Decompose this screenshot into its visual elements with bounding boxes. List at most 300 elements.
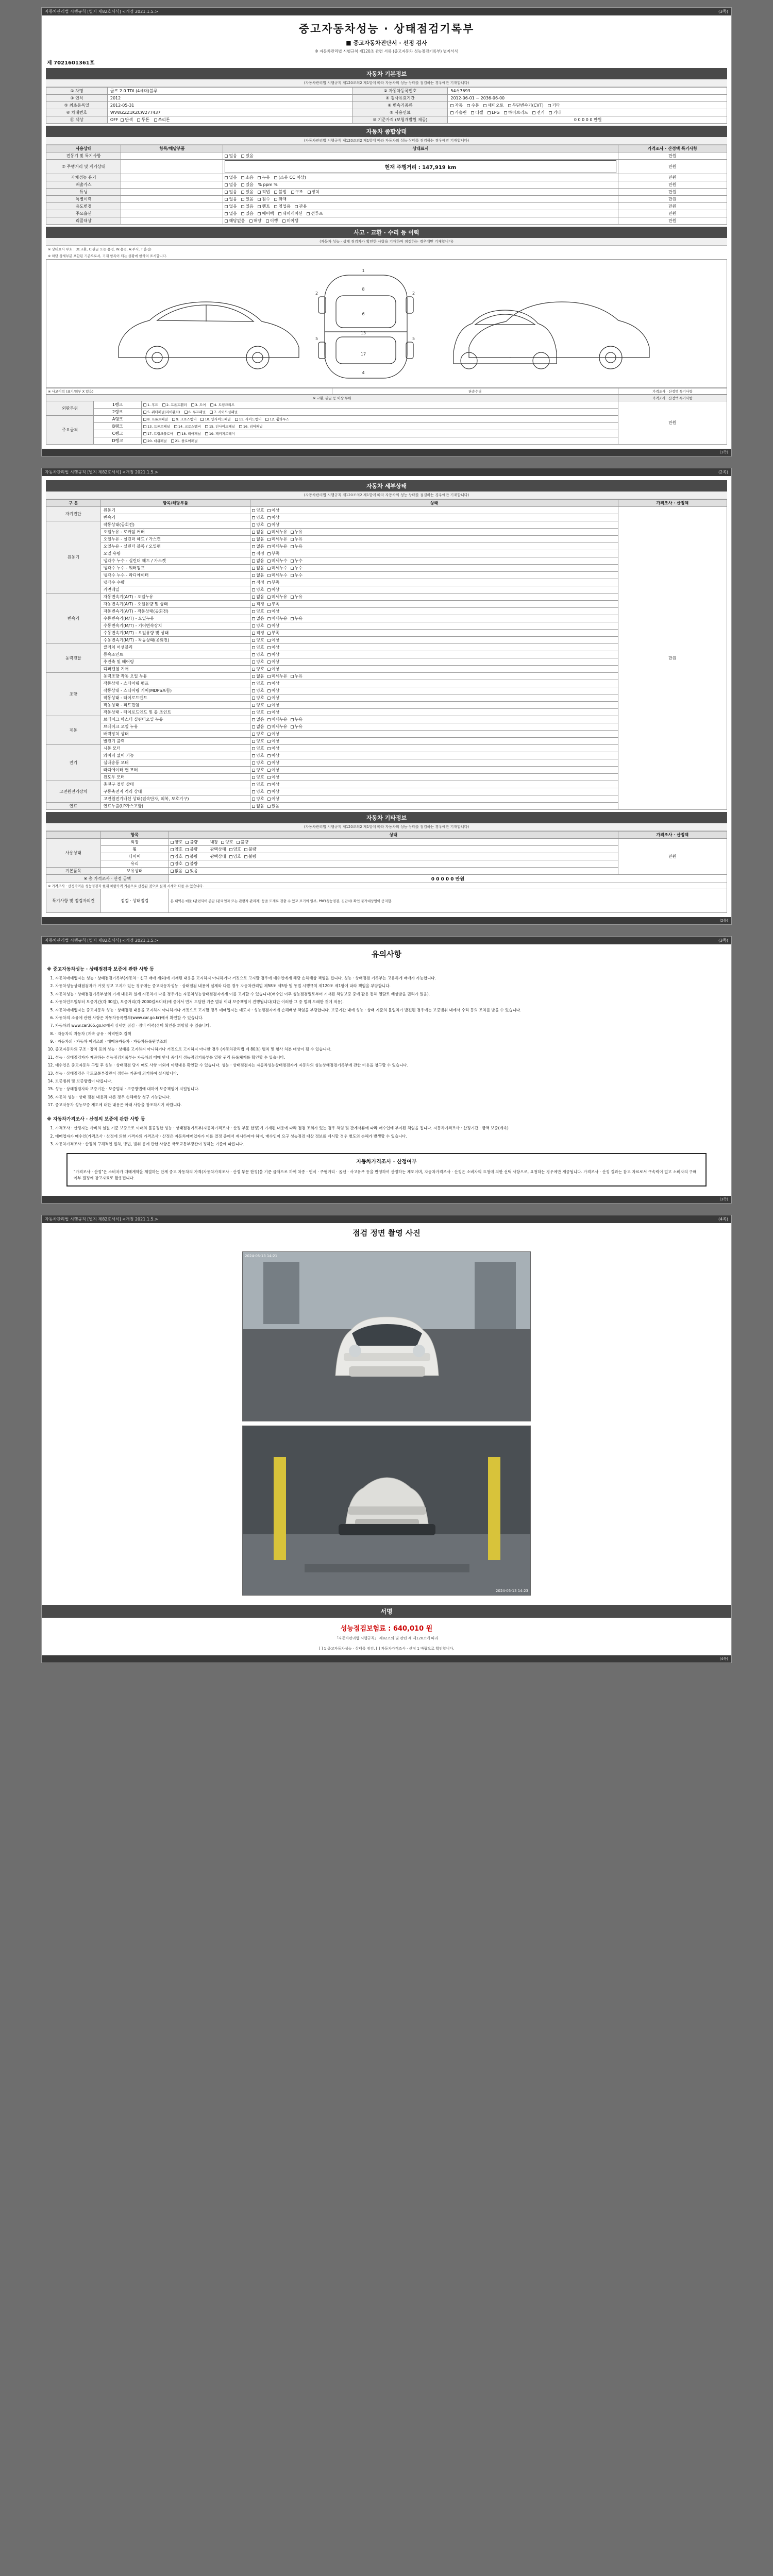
detail-checkbox-1-6-2[interactable]: 누수 <box>291 565 303 571</box>
vehicle-front-photo[interactable] <box>242 1251 531 1421</box>
detail-checkbox-1-4-1[interactable]: 부족 <box>267 551 279 556</box>
page-4-footer: (4쪽) <box>42 1655 731 1663</box>
selfperf-opt-cc[interactable]: (소유 CC 이상) <box>274 175 306 180</box>
detail-checkbox-5-0-0[interactable]: 없음 <box>252 717 264 722</box>
motor-opt-yes[interactable]: 있음 <box>241 153 253 159</box>
detail-item-options <box>250 565 618 572</box>
detail-group-4: 조향 <box>46 673 101 716</box>
usechange-opt-none[interactable]: 없음 <box>225 204 237 209</box>
other-item2-label-1: 광택상태 <box>210 847 226 852</box>
detail-checkbox-5-1-1[interactable]: 미세누유 <box>267 724 288 730</box>
detail-checkbox-7-0-0[interactable]: 양호 <box>252 782 264 787</box>
detail-checkbox-1-7-2[interactable]: 누수 <box>291 572 303 578</box>
frame-item-b3[interactable]: 15. 인사이드패널 <box>205 424 235 429</box>
table-row <box>46 102 727 109</box>
other-checkbox2-0-0[interactable]: 양호 <box>221 839 233 845</box>
detail-checkbox-5-2-1[interactable]: 이상 <box>267 731 279 737</box>
detail-checkbox-1-8-0[interactable]: 적정 <box>252 580 264 585</box>
panel-group-frame: 주요골격 <box>46 416 94 445</box>
detail-item-label: 배력장치 상태 <box>100 731 250 738</box>
detail-checkbox-3-2-0[interactable]: 양호 <box>252 659 264 665</box>
notice-item-1-15: 16. 자동차 성능 · 상태 점검 내용과 다른 경우 손해배상 청구 가능합니다. <box>55 1094 727 1100</box>
notice-item-1-0: 1. 자동차매매업자는 성능 · 상태점검기록부(자동차 · 신규 매매 제외)에 기재된 내용을 고지하지 아니하거나 거짓으로 고지할 경우에 매수인에게 해당 손해배상 책임을 집니다. 성능 · 상태점검 기록부는 고유하게 매매가 가능합니다. <box>55 975 727 981</box>
detail-item-label: 충전구 절연 상태 <box>100 781 250 788</box>
row-label-recall: 리콜대상 <box>46 217 121 225</box>
tuning-opt-illegal[interactable]: 불법 <box>274 189 286 195</box>
detail-checkbox-1-1-0[interactable]: 없음 <box>252 529 264 535</box>
detail-item-label: 자동변속기(A/T) - 오일누유 <box>100 594 250 601</box>
detail-group-2: 변속기 <box>46 594 101 644</box>
frame-item-floor-panel[interactable]: 21. 플로어패널 <box>171 438 198 443</box>
fuel-option-diesel[interactable]: 디젤 <box>471 110 483 115</box>
fuel-option-lpg[interactable]: LPG <box>488 110 499 115</box>
detail-checkbox-1-8-1[interactable]: 부족 <box>267 580 279 585</box>
recall-opt-na[interactable]: 해당없음 <box>225 218 245 224</box>
transmission-option-auto[interactable]: 자동 <box>450 103 462 108</box>
col-state: 상태표시 <box>223 145 618 152</box>
detail-checkbox-7-0-1[interactable]: 이상 <box>267 782 279 787</box>
detail-item-options <box>250 709 618 716</box>
detail-checkbox-4-3-1[interactable]: 이상 <box>267 695 279 701</box>
frame-item-b1[interactable]: 13. 프론트패널 <box>143 424 170 429</box>
detail-checkbox-3-1-1[interactable]: 이상 <box>267 652 279 657</box>
detail-checkbox-1-7-1[interactable]: 미세누수 <box>267 572 288 578</box>
field-value-first-reg: 2012-05-31 <box>107 102 352 109</box>
page-1-footer: (1쪽) <box>42 449 731 456</box>
other-checkbox-4-1[interactable]: 있음 <box>186 868 197 874</box>
panel-item-quarter-panel[interactable]: 5. 쿼터패널(리어휀더) <box>143 410 180 414</box>
detail-checkbox-5-1-2[interactable]: 누유 <box>291 724 303 730</box>
rank-2-items <box>141 409 618 416</box>
detail-item-options <box>250 781 618 788</box>
fuel-option-other[interactable]: 기타 <box>549 110 561 115</box>
table-row <box>46 196 727 203</box>
topbar-right-text-3: (3쪽) <box>718 938 728 943</box>
page-4-title: 점검 정면 촬영 사진 <box>352 1228 421 1238</box>
detail-checkbox-6-2-1[interactable]: 이상 <box>267 760 279 766</box>
detail-checkbox-0-0-1[interactable]: 이상 <box>267 507 279 513</box>
table-header-row <box>46 145 727 152</box>
detail-checkbox-3-0-0[interactable]: 양호 <box>252 645 264 650</box>
usechange-opt-business[interactable]: 영업용 <box>274 204 290 209</box>
detail-checkbox-4-0-2[interactable]: 누유 <box>291 673 303 679</box>
detail-checkbox-2-4-1[interactable]: 이상 <box>267 623 279 629</box>
recall-opt-notdone[interactable]: 미이행 <box>282 218 298 224</box>
section-accident-subheader: (자동차 성능 · 상태 점검자가 확인한 사항을 기재하며 점검하는 경우에만 기재합니다) <box>46 238 727 246</box>
detail-group-0: 자기진단 <box>46 507 101 521</box>
detail-item-options <box>250 723 618 731</box>
detail-item-label: 냉각수 수량 <box>100 579 250 586</box>
other-checkbox2-1-1[interactable]: 불량 <box>244 846 256 852</box>
frame-item-dash-panel[interactable]: 20. 대쉬패널 <box>143 438 167 443</box>
notice-item-1-1: 2. 자동차성능상태점검자가 거짓 정보 고지가 있는 경우에는 중고자동차성능 · 상태점검 내용이 실제와 다른 경우 자동차관리법 제58조 제5항 및 동법 시행규칙 제120조 제1항에 따라 책임을 부담합니다. <box>55 983 727 989</box>
detail-checkbox-1-5-1[interactable]: 미세누수 <box>267 558 288 564</box>
total-price-label: ※ 총 가격조사 · 산정 금액 <box>46 875 169 883</box>
detail-checkbox-1-3-1[interactable]: 미세누유 <box>267 544 288 549</box>
notice-item-1-7: 8. · 자동차의 자동차 (계속 공유 · 이력번호 검색 <box>55 1031 727 1037</box>
usechange-opt-gov[interactable]: 관용 <box>295 204 307 209</box>
detail-checkbox-4-1-0[interactable]: 양호 <box>252 681 264 686</box>
tuning-opt-none[interactable]: 없음 <box>225 189 237 195</box>
detail-checkbox-3-0-1[interactable]: 이상 <box>267 645 279 650</box>
frame-item-wheel-house[interactable]: 12. 휠하우스 <box>265 417 289 421</box>
row-state-recall <box>223 217 618 225</box>
detail-checkbox-1-2-0[interactable]: 없음 <box>252 536 264 542</box>
table-header-row <box>46 500 727 507</box>
page-1 <box>41 7 732 456</box>
detail-item-options <box>250 795 618 803</box>
detail-checkbox-6-2-0[interactable]: 양호 <box>252 760 264 766</box>
detail-checkbox-1-5-0[interactable]: 없음 <box>252 558 264 564</box>
row-note-tuning: 만원 <box>618 189 727 196</box>
col-price-note: 가격조사 · 산정액 특기사항 <box>618 145 727 152</box>
other-item-label-4: 보유상태 <box>100 868 169 875</box>
panel-item-roof-panel[interactable]: 6. 루프패널 <box>184 410 206 414</box>
row-label-emission: 배출가스 <box>46 181 121 189</box>
history-opt-flood[interactable]: 침수 <box>258 196 270 202</box>
notice-item-2-1: 2. 매매업자가 매수인(가격조사 · 산정에 의한 가격자의 가격조사 · 산정은 자동차매매업자가 이를 결정 중에서 제시하여야 하며, 매수인이 요구 성능점검 대상 정보를 제시할 경우 별도의 손해가 발생할 수 있습니다. <box>55 1133 727 1140</box>
detail-checkbox-3-3-0[interactable]: 양호 <box>252 666 264 672</box>
detail-checkbox-1-1-2[interactable]: 누유 <box>291 529 303 535</box>
detail-item-options <box>250 716 618 723</box>
selfperf-opt-noise[interactable]: 소음 <box>241 175 253 180</box>
rank-d-items <box>141 437 618 445</box>
detail-checkbox-2-1-0[interactable]: 적정 <box>252 601 264 607</box>
frame-item-inside-panel[interactable]: 10. 인사이드패널 <box>200 417 230 421</box>
notice-item-1-10: 11. 성능 · 상태점검자가 제공하는 성능점검기록부는 자동차의 매매 안내 중에서 성능점검기록부를 열람 권리 등록체계를 확인할 수 있습니다. <box>55 1055 727 1061</box>
detail-checkbox-4-0-1[interactable]: 미세누유 <box>267 673 288 679</box>
detail-item-options <box>250 731 618 738</box>
detail-item-options <box>250 774 618 781</box>
detail-checkbox-0-0-0[interactable]: 양호 <box>252 507 264 513</box>
field-value-base-price: 0 0 0 0 0 만원 <box>448 116 727 124</box>
detail-checkbox-6-3-1[interactable]: 이상 <box>267 767 279 773</box>
panel-item-front-fender[interactable]: 2. 프론트휀더 <box>162 402 187 407</box>
field-value-plate: 54서7693 <box>448 88 727 95</box>
detail-checkbox-2-0-1[interactable]: 미세누유 <box>267 594 288 600</box>
detail-item-label: 수동변속기(M/T) - 오일유량 및 상태 <box>100 630 250 637</box>
detail-checkbox-7-1-0[interactable]: 양호 <box>252 789 264 794</box>
detail-checkbox-4-3-0[interactable]: 양호 <box>252 695 264 701</box>
page-4-topbar <box>42 1215 731 1223</box>
detail-item-options <box>250 572 618 579</box>
notice-item-1-12: 13. 성능 · 상태점검은 국토교통부장관이 정하는 기준에 의거하여 실시합니다. <box>55 1071 727 1077</box>
detail-state-table <box>46 499 727 810</box>
other-checkbox-1-1[interactable]: 불량 <box>186 846 197 852</box>
other-checkbox-3-1[interactable]: 불량 <box>186 861 197 867</box>
frame-item-b4[interactable]: 16. 리어패널 <box>239 424 263 429</box>
detail-checkbox-2-2-0[interactable]: 양호 <box>252 608 264 614</box>
detail-checkbox-8-0-0[interactable]: 없음 <box>252 803 264 809</box>
photo-section <box>42 1242 731 1605</box>
notice-item-2-0: 1. 가격조사 · 산정자는 사비의 실질 기준 보증으로 이래의 불공정한 성능 · 상태점검기록부(자동차가격조사 · 산정 부문 한정)에 기재된 내용에 따라 점검 조회가 있는 경우 책임 및 관계서류에 따라 매수인에 부여된 책임을 집니다. 자동차가격조사 · 산정기간 · 금액 보증(계속) <box>55 1125 727 1131</box>
other-checkbox-2-1[interactable]: 불량 <box>186 854 197 859</box>
detail-checkbox-4-4-0[interactable]: 양호 <box>252 702 264 708</box>
topbar-left-text-4: 자동차관리법 시행규칙 [별지 제82호서식] <개정 2021.1.5.> <box>45 1216 158 1222</box>
detail-checkbox-1-0-0[interactable]: 양호 <box>252 522 264 528</box>
detail-checkbox-2-4-0[interactable]: 양호 <box>252 623 264 629</box>
options-opt-navi[interactable]: 내비게이션 <box>278 211 303 216</box>
page-2 <box>41 468 732 925</box>
detail-checkbox-4-5-0[interactable]: 양호 <box>252 709 264 715</box>
svg-text:2: 2 <box>412 291 415 296</box>
frame-item-cross-member[interactable]: 9. 크로스멤버 <box>172 417 197 421</box>
detail-checkbox-2-5-1[interactable]: 부족 <box>267 630 279 636</box>
notice-item-1-2: 3. 자동차성능 · 상태점검기록부상의 기재 내용과 실제 자동차가 다를 경우에는 자동차성능상태점검자에게 이를 고지할 수 있습니다(매수인 이후 성능점검일로부터 기재된 책임보증 중에 활용 통해 열람로 배상받을 권리가 있음). <box>55 991 727 997</box>
detail-checkbox-5-0-2[interactable]: 누유 <box>291 717 303 722</box>
detail-checkbox-8-0-1[interactable]: 있음 <box>267 803 279 809</box>
notice-list-1 <box>46 975 727 1108</box>
detail-checkbox-0-1-1[interactable]: 이상 <box>267 515 279 520</box>
other-checkbox-4-0[interactable]: 없음 <box>171 868 182 874</box>
detail-checkbox-4-4-1[interactable]: 이상 <box>267 702 279 708</box>
detail-checkbox-6-1-0[interactable]: 양호 <box>252 753 264 758</box>
field-label-inspection-period: ④ 검사유효기간 <box>352 95 448 102</box>
table-row <box>46 210 727 217</box>
table-row <box>46 109 727 116</box>
other-checkbox-0-0[interactable]: 양호 <box>171 839 182 845</box>
field-label-plate: ② 자동차등록번호 <box>352 88 448 95</box>
detail-checkbox-7-2-0[interactable]: 양호 <box>252 796 264 802</box>
detail-item-options <box>250 536 618 543</box>
tuning-opt-yes[interactable]: 있음 <box>241 189 253 195</box>
field-label-transmission: ⑧ 변속기종류 <box>352 102 448 109</box>
banner-text: "가격조사 · 산정"은 소비자가 매매계약을 체결하는 단계 중고 자동차의 가격(자동차가격조사 · 산정 부문 한정)을 기준 금액으로 하여 차종 · 연식 · 주행거리 · 옵션 · 사고유무 등을 반영하여 산정하는 제도이며, 자동차가격조사 · 산정은 소비자의 요청에 의한 선택 사항으로, 요청하는 경우에만 제공됩니다. 가격조사 · 산정 결과는 참고 자료로서 구속력이 없고 소비자의 구매여부 결정에 참고자료로 활용됩니다. <box>74 1169 697 1180</box>
detail-checkbox-1-6-1[interactable]: 미세누수 <box>267 565 288 571</box>
table-row <box>46 388 727 395</box>
svg-text:5: 5 <box>412 336 415 341</box>
detail-checkbox-6-1-1[interactable]: 이상 <box>267 753 279 758</box>
other-price-note: 만원 <box>618 839 727 875</box>
frame-item-front-panel[interactable]: 8. 프론트패널 <box>143 417 168 421</box>
notice-head-2: ※ 자동차가격조사 · 산정의 보증에 관한 사항 등 <box>47 1117 145 1123</box>
color-option-three[interactable]: 쓰리톤 <box>154 117 170 123</box>
tuning-opt-structure[interactable]: 구조 <box>291 189 303 195</box>
topbar-right-text-2: (2쪽) <box>718 470 728 474</box>
recall-opt-yes[interactable]: 해당 <box>249 218 261 224</box>
damage-diagram[interactable] <box>46 259 727 388</box>
topbar-right-text-4: (4쪽) <box>718 1216 728 1222</box>
detail-checkbox-5-2-0[interactable]: 양호 <box>252 731 264 737</box>
motor-opt-none[interactable]: 없음 <box>225 153 237 159</box>
history-opt-none[interactable]: 없음 <box>225 196 237 202</box>
transmission-option-other[interactable]: 기타 <box>548 103 560 108</box>
detail-checkbox-3-3-1[interactable]: 이상 <box>267 666 279 672</box>
row-note-emission: 만원 <box>618 181 727 189</box>
detail-checkbox-1-0-1[interactable]: 이상 <box>267 522 279 528</box>
options-opt-sunroof[interactable]: 선루프 <box>307 211 323 216</box>
selfperf-opt-leak[interactable]: 누유 <box>258 175 270 180</box>
detail-item-label: 냉각수 누수 - 라디에이터 <box>100 572 250 579</box>
other-checkbox2-2-1[interactable]: 불량 <box>244 854 256 859</box>
history-opt-yes[interactable]: 있음 <box>241 196 253 202</box>
rank-2: 2랭크 <box>94 409 141 416</box>
special-note-sub: 점검 · 상태점검 <box>100 889 169 913</box>
color-option-single[interactable]: 단색 <box>121 117 132 123</box>
row-note-history: 만원 <box>618 196 727 203</box>
tuning-opt-device[interactable]: 장치 <box>308 189 320 195</box>
field-value-transmission <box>448 102 727 109</box>
field-value-inspection-period: 2012-06-01 ~ 2036-06-00 <box>448 95 727 102</box>
detail-checkbox-3-1-0[interactable]: 양호 <box>252 652 264 657</box>
detail-group-5: 제동 <box>46 716 101 745</box>
transmission-option-manual[interactable]: 수동 <box>467 103 479 108</box>
options-opt-yes[interactable]: 있음 <box>241 211 253 216</box>
other-checkbox2-2-0[interactable]: 양호 <box>229 854 241 859</box>
panel-item-hood[interactable]: 1. 후드 <box>143 402 158 407</box>
panel-group-outer: 외판부위 <box>46 401 94 416</box>
detail-checkbox-1-9-1[interactable]: 이상 <box>267 587 279 592</box>
detail-checkbox-4-1-1[interactable]: 이상 <box>267 681 279 686</box>
detail-checkbox-6-0-0[interactable]: 양호 <box>252 745 264 751</box>
transmission-option-semi[interactable]: 세미오토 <box>483 103 503 108</box>
serial-label: 제 <box>47 60 52 66</box>
basic-info-table <box>46 87 727 124</box>
detail-checkbox-1-7-0[interactable]: 없음 <box>252 572 264 578</box>
frame-item-rear-panel[interactable]: 18. 리어패널 <box>177 431 201 436</box>
detail-checkbox-6-4-0[interactable]: 양호 <box>252 774 264 780</box>
detail-checkbox-5-3-1[interactable]: 이상 <box>267 738 279 744</box>
detail-checkbox-2-6-0[interactable]: 양호 <box>252 637 264 643</box>
other-info-table <box>46 831 727 913</box>
detail-checkbox-7-1-1[interactable]: 이상 <box>267 789 279 794</box>
emission-units: % ppm % <box>258 182 278 187</box>
detail-checkbox-5-0-1[interactable]: 미세누유 <box>267 717 288 722</box>
detail-checkbox-4-5-1[interactable]: 이상 <box>267 709 279 715</box>
detail-item-label: 자동변속기(A/T) - 작동상태(공회전) <box>100 608 250 615</box>
detail-checkbox-2-6-1[interactable]: 이상 <box>267 637 279 643</box>
detail-item-options <box>250 752 618 759</box>
section-overall-header: 자동차 종합상태 <box>46 126 727 137</box>
other-item-options-1 <box>169 846 618 853</box>
other-item2-label-2: 광택상태 <box>210 854 226 859</box>
emission-opt-none[interactable]: 없음 <box>225 182 237 188</box>
detail-checkbox-0-1-0[interactable]: 양호 <box>252 515 264 520</box>
cross-member-table <box>46 395 727 445</box>
frame-item-package-tray[interactable]: 19. 패키지트레이 <box>205 431 235 436</box>
row-state-history <box>223 196 618 203</box>
notice-item-1-11: 12. 매수인은 중고자동차 구입 후 성능 · 상태점검 당시 매도 사항 이외에 이행내용 확인할 수 있습니다. 성능 · 상태점검자는 자동차성능상태점검자가 자동차의 성능상태점검기록부에 관한 비용을 청구할 수 있습니다. <box>55 1062 727 1069</box>
detail-item-options <box>250 608 618 615</box>
detail-checkbox-6-4-1[interactable]: 이상 <box>267 774 279 780</box>
notice-item-1-4: 5. 자동차매매업자는 중고자동차 성능 · 상태점검 내용을 고지하지 아니하거나 거짓으로 고지할 경우 매매업자는 매도자 · 성능점검자에게 손해배상 책임을 부담합니다. 보증기간 내에 성능 · 상태 기준의 불일치가 발견된 경우에는 보증범위 내에서 수리 등의 조치를 받을 수 있습니다. <box>55 1007 727 1013</box>
usechange-opt-rental[interactable]: 렌트 <box>258 204 270 209</box>
table-row <box>46 95 727 102</box>
detail-checkbox-1-3-0[interactable]: 없음 <box>252 544 264 549</box>
panel-item-side-sill[interactable]: 7. 사이드실패널 <box>210 410 238 414</box>
transmission-option-cvt[interactable]: 무단변속기(CVT) <box>508 103 544 108</box>
detail-checkbox-6-0-1[interactable]: 이상 <box>267 745 279 751</box>
detail-checkbox-1-6-0[interactable]: 없음 <box>252 565 264 571</box>
detail-checkbox-2-0-0[interactable]: 없음 <box>252 594 264 600</box>
other-checkbox-0-1[interactable]: 불량 <box>186 839 197 845</box>
frame-item-b2[interactable]: 14. 크로스멤버 <box>174 424 201 429</box>
row-note-usechange: 만원 <box>618 203 727 210</box>
detail-item-options <box>250 803 618 810</box>
other-checkbox2-0-1[interactable]: 불량 <box>237 839 248 845</box>
fuel-option-hybrid[interactable]: 하이브리드 <box>504 110 528 115</box>
tuning-opt-legal[interactable]: 적법 <box>258 189 270 195</box>
odometer-reading: 현재 주행거리 : 147,919 km <box>225 160 616 173</box>
frame-item-trunk-floor[interactable]: 17. 트렁크플로어 <box>143 431 173 436</box>
recall-opt-done[interactable]: 이행 <box>266 218 278 224</box>
table-row <box>46 203 727 210</box>
detail-checkbox-1-3-2[interactable]: 누유 <box>291 544 303 549</box>
color-option-two[interactable]: 투톤 <box>137 117 149 123</box>
rank-a: A랭크 <box>94 416 141 423</box>
row-item-options <box>121 210 223 217</box>
other-checkbox2-1-0[interactable]: 양호 <box>229 846 241 852</box>
detail-item-options <box>250 529 618 536</box>
legend-accident-history: ※ 사고이력 (표기/외부 X 있음) <box>46 388 332 395</box>
other-checkbox-1-0[interactable]: 양호 <box>171 846 182 852</box>
detail-checkbox-7-2-1[interactable]: 이상 <box>267 796 279 802</box>
other-checkbox-3-0[interactable]: 양호 <box>171 861 182 867</box>
options-opt-none[interactable]: 없음 <box>225 211 237 216</box>
detail-checkbox-2-2-1[interactable]: 이상 <box>267 608 279 614</box>
section-overall-subheader: (자동차관리법 시행규칙 제120조의2 제1항에 따라 자동차의 성능·상태를 점검하는 경우에만 기재합니다) <box>46 137 727 145</box>
detail-checkbox-1-9-0[interactable]: 양호 <box>252 587 264 592</box>
detail-checkbox-1-4-0[interactable]: 적정 <box>252 551 264 556</box>
detail-checkbox-6-3-0[interactable]: 양호 <box>252 767 264 773</box>
detail-checkbox-1-2-2[interactable]: 누유 <box>291 536 303 542</box>
detail-checkbox-2-3-2[interactable]: 누유 <box>291 616 303 621</box>
panel-item-trunk-lid[interactable]: 4. 트렁크리드 <box>210 402 235 407</box>
detail-checkbox-4-0-0[interactable]: 없음 <box>252 673 264 679</box>
panel-item-door[interactable]: 3. 도어 <box>191 402 206 407</box>
detail-checkbox-5-3-0[interactable]: 양호 <box>252 738 264 744</box>
frame-item-side-member[interactable]: 11. 사이드멤버 <box>235 417 262 421</box>
options-opt-airbag[interactable]: 에어백 <box>258 211 274 216</box>
detail-checkbox-1-5-2[interactable]: 누수 <box>291 558 303 564</box>
field-label-base-price: ⑩ 기준가격 (보험개발원 제공) <box>352 116 448 124</box>
notice-item-1-5: 6. 자동차의 소유에 관한 사항은 자동차등록원부(www.car.go.kr)에서 확인할 수 있습니다. <box>55 1015 727 1021</box>
detail-checkbox-1-2-1[interactable]: 미세누유 <box>267 536 288 542</box>
emission-opt-yes[interactable]: 있음 <box>241 182 253 188</box>
detail-checkbox-1-1-1[interactable]: 미세누유 <box>267 529 288 535</box>
detail-item-options <box>250 788 618 795</box>
fuel-option-gasoline[interactable]: 가솔린 <box>450 110 466 115</box>
detail-checkbox-2-5-0[interactable]: 적정 <box>252 630 264 636</box>
detail-item-options <box>250 521 618 529</box>
fuel-option-electric[interactable]: 전기 <box>532 110 544 115</box>
detail-checkbox-2-3-0[interactable]: 없음 <box>252 616 264 621</box>
detail-item-label: 브레이크 오일 누유 <box>100 723 250 731</box>
usechange-opt-yes[interactable]: 있음 <box>241 204 253 209</box>
row-state-tuning <box>223 189 618 196</box>
row-item-selfperf <box>121 174 223 181</box>
detail-checkbox-4-2-1[interactable]: 이상 <box>267 688 279 693</box>
detail-checkbox-3-2-1[interactable]: 이상 <box>267 659 279 665</box>
other-checkbox-2-0[interactable]: 양호 <box>171 854 182 859</box>
detail-checkbox-2-1-1[interactable]: 부족 <box>267 601 279 607</box>
table-row <box>46 401 727 409</box>
detail-checkbox-2-0-2[interactable]: 누유 <box>291 594 303 600</box>
detail-item-label: 시동 모터 <box>100 745 250 752</box>
detail-group-1: 원동기 <box>46 521 101 594</box>
history-opt-fire[interactable]: 화재 <box>274 196 286 202</box>
detail-item-label: 수동변속기(M/T) - 기어변속장치 <box>100 622 250 630</box>
detail-item-options <box>250 579 618 586</box>
page-3-topbar <box>42 937 731 944</box>
table-row <box>46 174 727 181</box>
vehicle-lift-photo[interactable] <box>242 1426 531 1596</box>
notice-item-1-16: 17. 중고자동차 성능보증 제도에 대한 내용은 아래 사항을 참조하시기 바랍니다. <box>55 1102 727 1108</box>
detail-checkbox-5-1-0[interactable]: 없음 <box>252 724 264 730</box>
selfperf-opt-none[interactable]: 없음 <box>225 175 237 180</box>
detail-checkbox-4-2-0[interactable]: 양호 <box>252 688 264 693</box>
detail-checkbox-2-3-1[interactable]: 미세누유 <box>267 616 288 621</box>
